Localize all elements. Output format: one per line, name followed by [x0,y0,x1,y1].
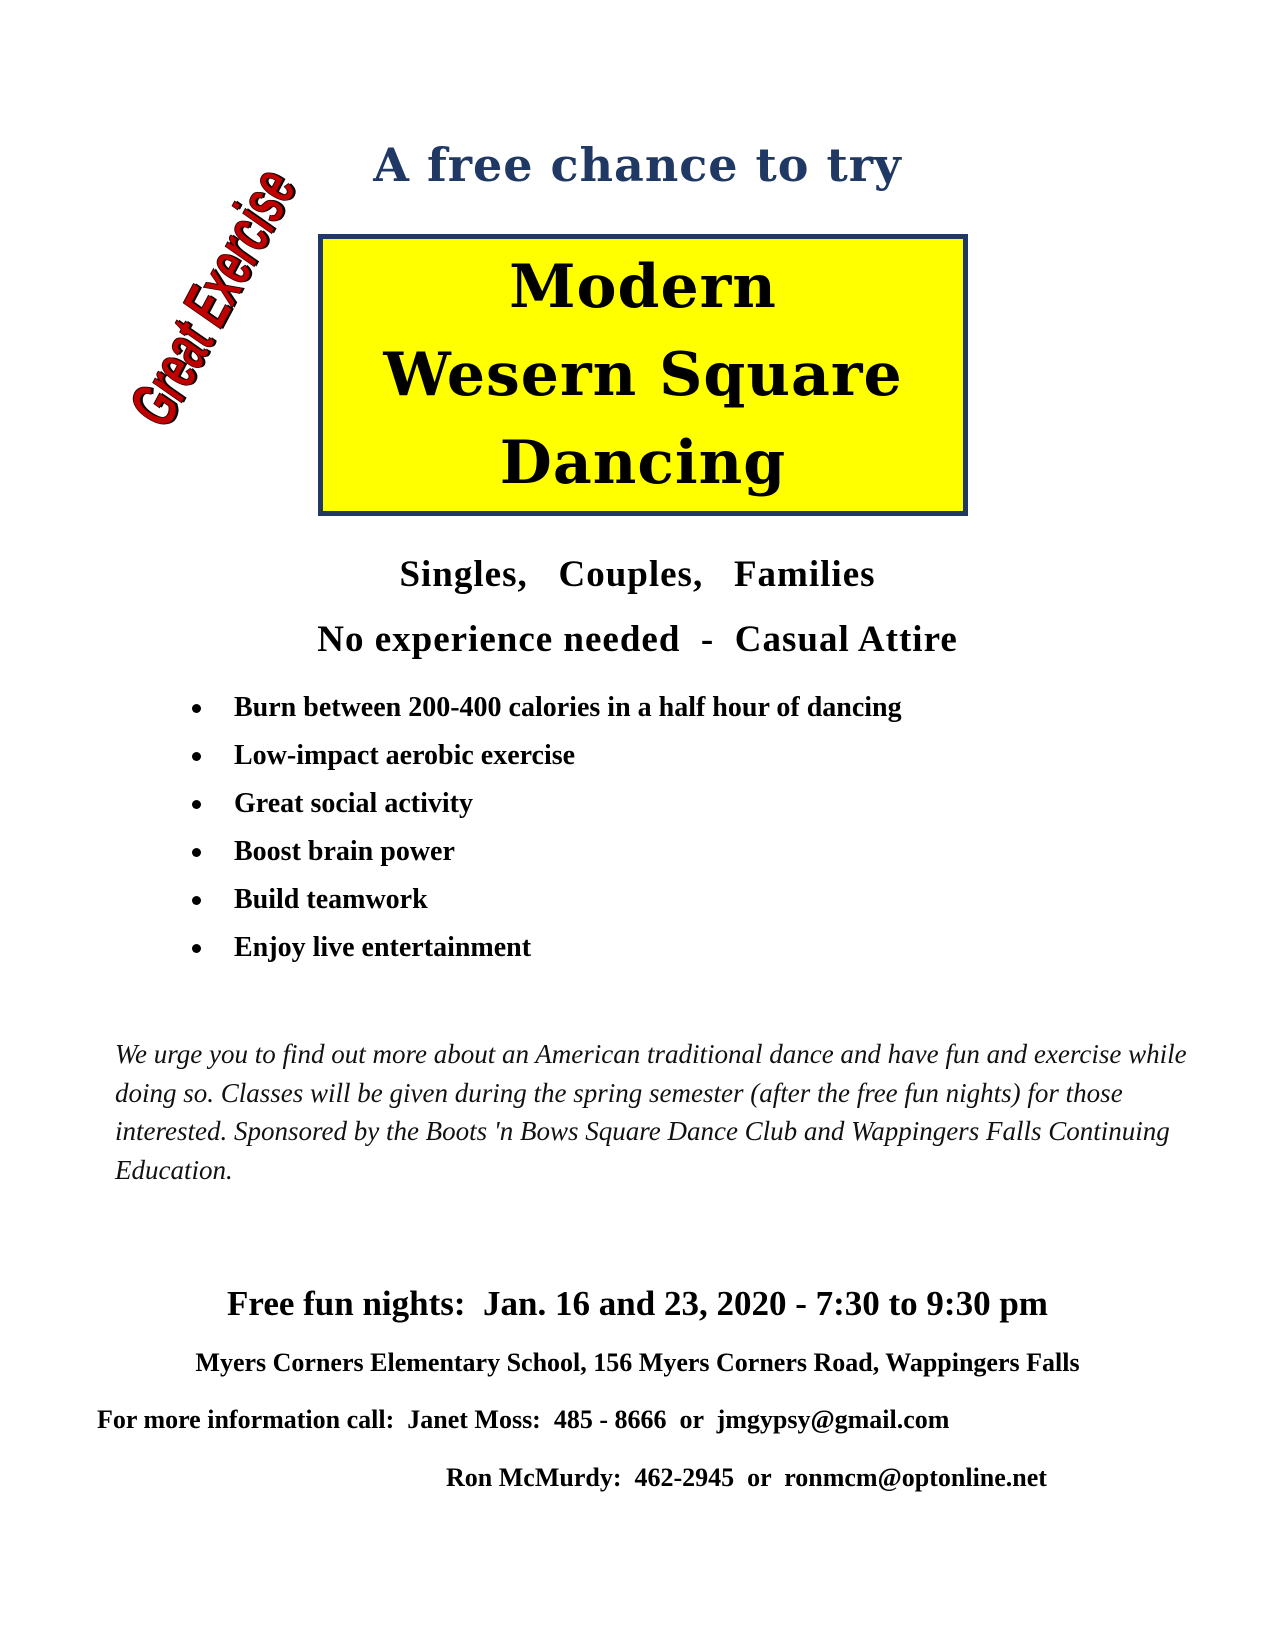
great-exercise-sticker: Great Exercise [113,157,310,438]
headline: A free chance to try [373,138,902,192]
location-line: Myers Corners Elementary School, 156 Myers Corners Road, Wappingers Falls [195,1348,1080,1377]
bullet-icon [192,752,201,761]
bullet-icon [192,848,201,857]
list-item: Great social activity [190,780,902,828]
contact-line-1: For more information call: Janet Moss: 485 - 8666 or jmgypsy@gmail.com [97,1405,950,1434]
contact-line-2: Ron McMurdy: 462-2945 or ronmcm@optonline.net [446,1463,1047,1492]
title-line-1: Modern [509,252,777,322]
bullet-icon [192,704,201,713]
title-line-2: Wesern Square [383,340,903,410]
requirements-line: No experience needed - Casual Attire [317,619,958,660]
title-line-3: Dancing [499,428,787,498]
title-box [318,234,968,516]
list-item: Boost brain power [190,828,902,876]
bullet-icon [192,944,201,953]
list-item: Build teamwork [190,876,902,924]
audience-line: Singles, Couples, Families [399,554,876,595]
bullet-icon [192,800,201,809]
list-item: Low-impact aerobic exercise [190,732,902,780]
benefits-list [190,684,902,972]
description-paragraph: We urge you to find out more about an American traditional dance and have fun and exercise while doing so. Classes will be given during the spring semester (after the free fun nights) for those interested. Sponsored by the Boots 'n Bows Square Dance Club and Wappingers Falls Continuing Education. [115,1039,1187,1185]
list-item: Burn between 200-400 calories in a half hour of dancing [190,684,902,732]
fun-nights-line: Free fun nights: Jan. 16 and 23, 2020 - 7:30 to 9:30 pm [227,1284,1048,1323]
list-item: Enjoy live entertainment [190,924,902,972]
bullet-icon [192,896,201,905]
